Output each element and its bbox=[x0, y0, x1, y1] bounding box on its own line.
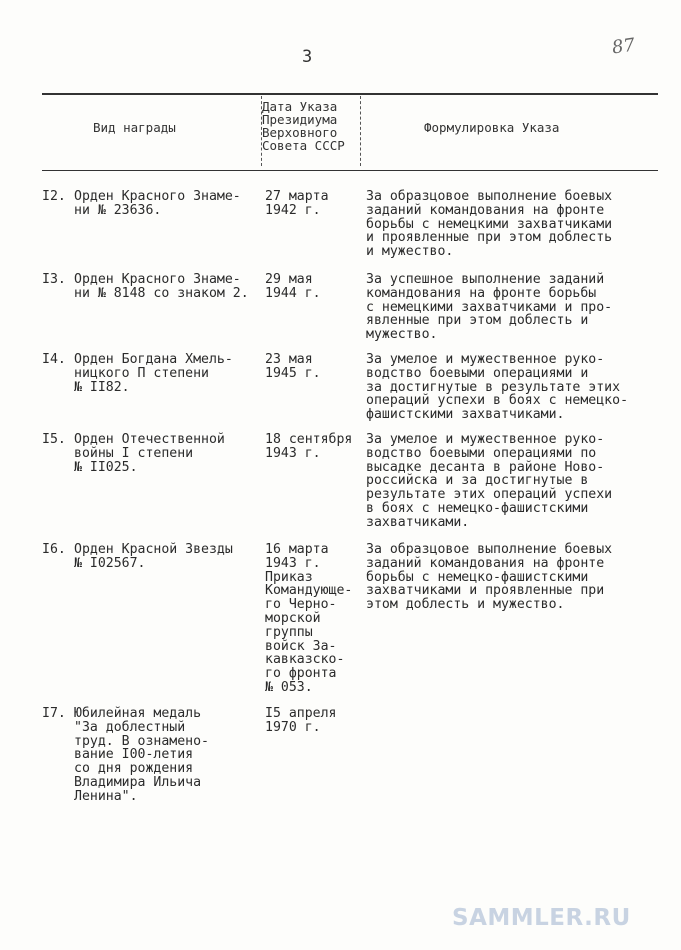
entry-decree-date-line: 1942 г. bbox=[265, 202, 321, 218]
entry-award-line: № II82. bbox=[74, 379, 130, 395]
entry-decree-wording-line: этом доблесть и мужество. bbox=[366, 597, 565, 613]
entry-decree-date-line: морской bbox=[265, 610, 321, 626]
entry-decree-date-line: войск За- bbox=[265, 638, 337, 654]
entry-decree-wording-line: за достигнутые в результате этих bbox=[366, 379, 621, 395]
entry-decree-date bbox=[265, 190, 360, 218]
entry-decree-date-line: группы bbox=[265, 624, 313, 640]
entry-decree-wording-line: За умелое и мужественное руко- bbox=[366, 352, 605, 367]
entry-award-line: Орден Красного Знаме- bbox=[74, 189, 241, 204]
entry-decree-date-line: го фронта bbox=[265, 666, 337, 682]
column-header-date bbox=[262, 100, 362, 152]
entry-decree-wording-line: За умелое и мужественное руко- bbox=[366, 432, 605, 447]
entry-award bbox=[74, 543, 260, 571]
archive-page-mark: 87 bbox=[610, 34, 637, 59]
entry-decree-date-line: 23 мая bbox=[265, 352, 313, 367]
entry-decree-date bbox=[265, 543, 360, 695]
entry-decree-date-line: № 053. bbox=[265, 679, 313, 695]
entry-number: I3. bbox=[42, 272, 66, 287]
entry-number: I7. bbox=[42, 706, 66, 721]
entry-award-line: Владимира Ильича bbox=[74, 774, 202, 790]
entry-decree-date-line: кавказско- bbox=[265, 652, 345, 668]
page-number: 3 bbox=[302, 47, 313, 67]
entry-decree-wording-line: За образцовое выполнение боевых bbox=[366, 542, 613, 557]
entry-decree-wording-line: захватчиками. bbox=[366, 514, 470, 530]
entry-award-line: Орден Отечественной bbox=[74, 432, 225, 447]
entry-decree-date bbox=[265, 433, 360, 461]
entry-decree-wording-line: водство боевыми операциями и bbox=[366, 365, 589, 381]
entry-decree-wording-line: заданий командования на фронте bbox=[366, 202, 605, 218]
entry-decree-wording bbox=[366, 273, 656, 342]
column-header-date-line: Президиума bbox=[262, 112, 338, 127]
entry-decree-wording-line: в боях с немецко-фашистскими bbox=[366, 500, 589, 516]
entry-decree-date-line: Командующе- bbox=[265, 583, 353, 599]
entry-decree-date-line: 18 сентября bbox=[265, 432, 353, 447]
entry-award-line: со дня рождения bbox=[74, 761, 194, 777]
entry-decree-date-line: 1970 г. bbox=[265, 719, 321, 735]
entry-decree-wording-line: российска и за достигнутые в bbox=[366, 473, 589, 489]
watermark: SAMMLER.RU bbox=[452, 905, 631, 931]
entry-award-line: ницкого П степени bbox=[74, 365, 209, 381]
entry-decree-date-line: 27 марта bbox=[265, 189, 329, 204]
column-header-date-line: Верховного bbox=[262, 125, 338, 140]
entry-award-line: Орден Красной Звезды bbox=[74, 542, 233, 557]
entry-award-line: Юбилейная медаль bbox=[74, 706, 202, 721]
entry-decree-date-line: го Черно- bbox=[265, 597, 337, 613]
entry-decree-wording-line: мужество. bbox=[366, 327, 438, 343]
entry-decree-wording-line: захватчиками и проявленные при bbox=[366, 583, 605, 599]
entry-number: I5. bbox=[42, 432, 66, 447]
entry-award-line: Орден Богдана Хмель- bbox=[74, 352, 233, 367]
entry-decree-date-line: 29 мая bbox=[265, 272, 313, 287]
entry-decree-date-line: 1945 г. bbox=[265, 365, 321, 381]
entry-decree-wording-line: высадке десанта в районе Ново- bbox=[366, 459, 605, 475]
table-top-rule bbox=[42, 93, 658, 95]
entry-award-line: Орден Красного Знаме- bbox=[74, 272, 241, 287]
entry-decree-date-line: 1943 г. bbox=[265, 555, 321, 571]
entry-award-line: № II025. bbox=[74, 459, 138, 475]
entry-decree-wording bbox=[366, 543, 656, 612]
entry-decree-wording-line: командования на фронте борьбы bbox=[366, 285, 597, 301]
entry-award bbox=[74, 190, 260, 218]
entry-decree-date bbox=[265, 707, 360, 735]
entry-decree-wording-line: борьбы с немецкими захватчиками bbox=[366, 216, 613, 232]
entry-decree-wording-line: и проявленные при этом доблесть bbox=[366, 230, 613, 246]
entry-award-line: "За доблестный bbox=[74, 719, 186, 735]
entry-award-line: труд. В ознамено- bbox=[74, 733, 209, 749]
entry-award-line: Ленина". bbox=[74, 788, 138, 804]
entry-decree-wording-line: заданий командования на фронте bbox=[366, 555, 605, 571]
entry-decree-wording-line: водство боевыми операциями по bbox=[366, 445, 597, 461]
column-header-date-line: Совета СССР bbox=[262, 138, 345, 153]
entry-decree-wording bbox=[366, 190, 656, 259]
entry-decree-wording bbox=[366, 353, 656, 422]
entry-decree-wording-line: операций успехи в боях с немецко- bbox=[366, 393, 629, 409]
column-header-date-line: Дата Указа bbox=[262, 99, 338, 114]
entry-decree-wording bbox=[366, 433, 656, 530]
entry-decree-wording-line: и мужество. bbox=[366, 244, 454, 260]
column-header-award: Вид награды bbox=[93, 120, 176, 135]
entry-decree-wording-line: За успешное выполнение заданий bbox=[366, 272, 605, 287]
entry-award-line: ни № 8148 со знаком 2. bbox=[74, 285, 249, 301]
entry-decree-wording-line: борьбы с немецко-фашистскими bbox=[366, 569, 589, 585]
entry-award bbox=[74, 707, 260, 804]
header-bottom-rule bbox=[42, 170, 658, 171]
column-header-text: Формулировка Указа bbox=[424, 120, 560, 135]
entry-decree-date-line: Приказ bbox=[265, 569, 313, 585]
entry-decree-wording-line: с немецкими захватчиками и про- bbox=[366, 299, 613, 315]
entry-decree-date-line: 16 марта bbox=[265, 542, 329, 557]
entry-award-line: войны I степени bbox=[74, 445, 194, 461]
entry-number: I4. bbox=[42, 352, 66, 367]
entry-award-line: ни № 23636. bbox=[74, 202, 162, 218]
entry-award bbox=[74, 353, 260, 394]
entry-decree-wording-line: результате этих операций успехи bbox=[366, 487, 613, 503]
entry-decree-date bbox=[265, 353, 360, 381]
entry-decree-date-line: I5 апреля bbox=[265, 706, 337, 721]
entry-decree-wording-line: За образцовое выполнение боевых bbox=[366, 189, 613, 204]
entry-decree-wording-line: явленные при этом доблесть и bbox=[366, 313, 589, 329]
entry-award bbox=[74, 273, 260, 301]
entry-decree-date bbox=[265, 273, 360, 301]
entry-decree-date-line: 1943 г. bbox=[265, 445, 321, 461]
entry-number: I2. bbox=[42, 189, 66, 204]
entry-number: I6. bbox=[42, 542, 66, 557]
entry-decree-wording-line: фашистскими захватчиками. bbox=[366, 407, 565, 423]
entry-award-line: вание I00-летия bbox=[74, 747, 194, 763]
entry-decree-date-line: 1944 г. bbox=[265, 285, 321, 301]
entry-award bbox=[74, 433, 260, 474]
entry-award-line: № I02567. bbox=[74, 555, 146, 571]
